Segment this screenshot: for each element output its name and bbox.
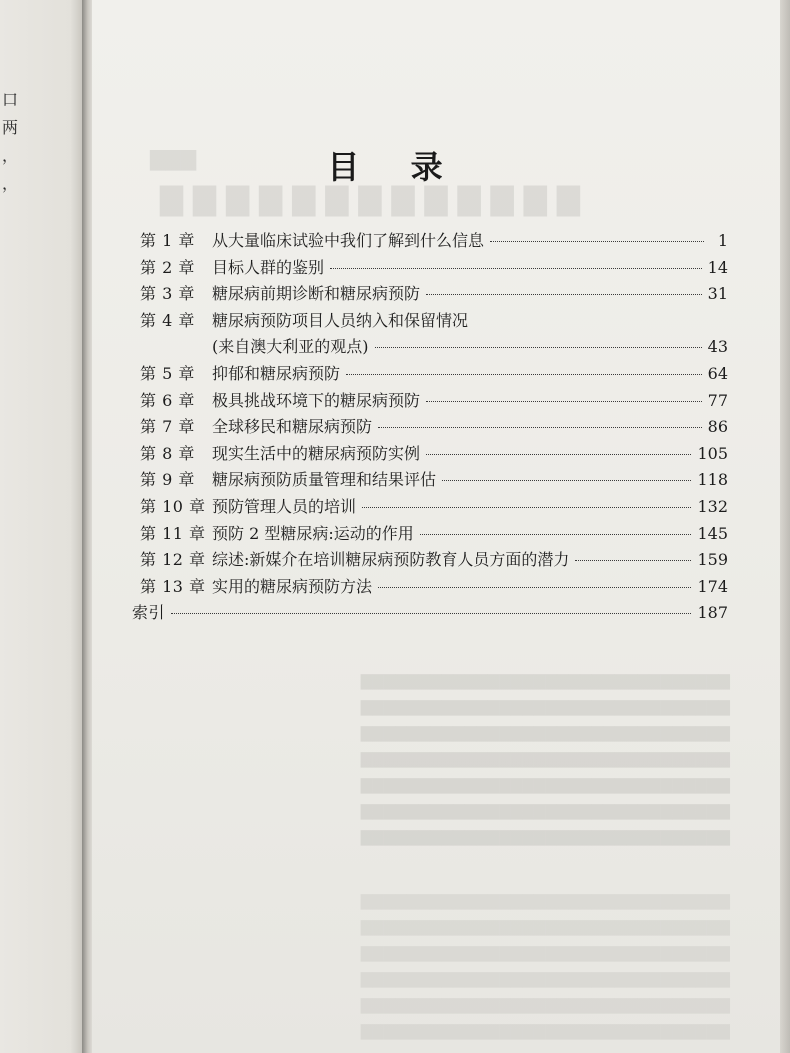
- toc-entry-continuation: [140, 334, 728, 361]
- toc-entry: [140, 255, 728, 282]
- toc-dot-leader: [426, 294, 702, 295]
- toc-page-number: 174: [697, 576, 728, 596]
- toc-entry: [140, 521, 728, 548]
- toc-entry: [140, 467, 728, 494]
- toc-chapter-title: 综述:新媒介在培训糖尿病预防教育人员方面的潜力: [212, 550, 570, 570]
- toc-entry: [140, 361, 728, 388]
- toc-dot-leader: [426, 401, 702, 402]
- toc-entry: [140, 574, 728, 601]
- toc-page-number: 118: [697, 470, 728, 490]
- toc-page-number: 159: [697, 550, 728, 570]
- toc-chapter-number: 第 10 章: [140, 496, 206, 516]
- toc-chapter-title: 糖尿病前期诊断和糖尿病预防: [212, 284, 421, 304]
- toc-chapter-title: 极具挑战环境下的糖尿病预防: [212, 390, 421, 410]
- toc-chapter-number: 第 12 章: [140, 550, 206, 570]
- toc-dot-leader: [442, 480, 691, 481]
- table-of-contents: [132, 228, 728, 627]
- toc-dot-leader: [362, 507, 691, 508]
- toc-entry: [140, 547, 728, 574]
- toc-page-number: 145: [697, 523, 728, 543]
- toc-entry: [140, 228, 728, 255]
- facing-page-text: ，: [2, 174, 19, 193]
- toc-page-number: 31: [707, 284, 728, 304]
- toc-dot-leader: [575, 560, 691, 561]
- toc-page-number: 105: [697, 443, 728, 463]
- toc-dot-leader: [426, 454, 691, 455]
- toc-chapter-number: 第 13 章: [140, 576, 206, 596]
- toc-chapter-number: 第 7 章: [140, 417, 195, 437]
- toc-chapter-title: 预防 2 型糖尿病:运动的作用: [212, 523, 414, 543]
- toc-page-number: 14: [707, 257, 728, 277]
- toc-dot-leader: [490, 241, 704, 242]
- toc-dot-leader: [378, 587, 691, 588]
- toc-chapter-number: 第 5 章: [140, 363, 195, 383]
- page-title: 目 录: [327, 148, 463, 186]
- toc-chapter-number: 第 1 章: [140, 231, 195, 250]
- toc-page-number: 132: [697, 496, 728, 516]
- toc-entry: [140, 388, 728, 415]
- facing-page-text: ，: [2, 146, 19, 165]
- toc-page-number: 43: [707, 337, 728, 357]
- show-through-heading: ▇▇▇▇▇▇▇▇▇▇▇▇▇: [150, 185, 580, 220]
- toc-dot-leader: [346, 374, 702, 375]
- toc-page-number: 1: [717, 231, 728, 250]
- toc-entry: [140, 414, 728, 441]
- toc-chapter-number: 第 2 章: [140, 257, 195, 277]
- show-through-body-lower: ▇▇▇▇▇▇▇▇▇▇▇▇▇▇▇▇▇▇▇▇▇▇▇▇▇▇▇▇▇▇▇▇ ▇▇▇▇▇▇▇▇▇▇▇▇▇▇▇▇▇▇▇▇▇▇▇▇▇▇▇▇▇▇▇▇ ▇▇▇▇▇▇▇▇▇▇▇▇▇▇▇▇▇▇▇▇▇▇▇▇▇▇▇▇▇▇▇▇ ▇▇▇▇▇▇▇▇▇▇▇▇▇▇▇▇▇▇▇▇▇▇▇▇▇▇▇▇▇▇▇▇ ▇▇▇▇▇▇▇▇▇▇▇▇▇▇▇▇▇▇▇▇▇▇▇▇▇▇▇▇▇▇▇▇ ▇▇▇▇▇▇▇▇▇▇▇▇▇▇▇▇▇▇▇▇▇▇▇▇▇▇▇▇▇▇▇▇: [360, 894, 730, 1042]
- toc-chapter-title: 从大量临床试验中我们了解到什么信息: [212, 231, 485, 250]
- toc-entry: [140, 441, 728, 468]
- toc-dot-leader: [330, 268, 702, 269]
- toc-dot-leader: [375, 347, 702, 348]
- toc-dot-leader: [378, 427, 702, 428]
- toc-chapter-number: 第 8 章: [140, 443, 195, 463]
- toc-chapter-title: 全球移民和糖尿病预防: [212, 417, 373, 437]
- toc-entry: [140, 494, 728, 521]
- toc-chapter-title: 糖尿病预防项目人员纳入和保留情况: [212, 310, 469, 330]
- toc-chapter-title: 目标人群的鉴别: [212, 257, 325, 277]
- toc-chapter-number: 第 6 章: [140, 390, 195, 410]
- toc-page-number: 187: [697, 603, 728, 623]
- toc-chapter-title: 抑郁和糖尿病预防: [212, 363, 341, 383]
- toc-chapter-title: 实用的糖尿病预防方法: [212, 576, 373, 596]
- toc-chapter-number: 第 3 章: [140, 284, 195, 304]
- show-through-chapter: ▇▇▇: [150, 150, 197, 174]
- toc-dot-leader: [171, 613, 691, 614]
- toc-chapter-number: 第 9 章: [140, 470, 195, 490]
- toc-chapter-number: 第 11 章: [140, 523, 206, 543]
- toc-page-number: 64: [707, 363, 728, 383]
- toc-entry-index: [132, 600, 728, 627]
- toc-chapter-title: (来自澳大利亚的观点): [212, 337, 369, 357]
- toc-page-number: 86: [707, 417, 728, 437]
- toc-chapter-title: 预防管理人员的培训: [212, 496, 357, 516]
- facing-page-text: 口: [2, 90, 19, 109]
- toc-chapter-title: 糖尿病预防质量管理和结果评估: [212, 470, 437, 490]
- toc-chapter-title: 现实生活中的糖尿病预防实例: [212, 443, 421, 463]
- toc-index-label: 索引: [132, 603, 166, 623]
- toc-entry: [140, 281, 728, 308]
- toc-page-number: 77: [707, 390, 728, 410]
- toc-chapter-number: 第 4 章: [140, 310, 195, 330]
- toc-dot-leader: [420, 534, 692, 535]
- show-through-body: ▇▇▇▇▇▇▇▇▇▇▇▇▇▇▇▇▇▇▇▇▇▇▇▇▇▇▇▇▇▇▇▇ ▇▇▇▇▇▇▇▇▇▇▇▇▇▇▇▇▇▇▇▇▇▇▇▇▇▇▇▇▇▇▇▇ ▇▇▇▇▇▇▇▇▇▇▇▇▇▇▇▇▇▇▇▇▇▇▇▇▇▇▇▇▇▇▇▇ ▇▇▇▇▇▇▇▇▇▇▇▇▇▇▇▇▇▇▇▇▇▇▇▇▇▇▇▇▇▇▇▇ ▇▇▇▇▇▇▇▇▇▇▇▇▇▇▇▇▇▇▇▇▇▇▇▇▇▇▇▇▇▇▇▇ ▇▇▇▇▇▇▇▇▇▇▇▇▇▇▇▇▇▇▇▇▇▇▇▇▇▇▇▇▇▇▇▇ ▇▇▇▇▇▇▇▇▇▇▇▇▇▇▇▇▇▇▇▇▇▇▇▇▇▇▇▇▇▇▇▇: [360, 674, 730, 848]
- facing-page-text: 两: [2, 118, 19, 137]
- toc-entry: [140, 308, 728, 335]
